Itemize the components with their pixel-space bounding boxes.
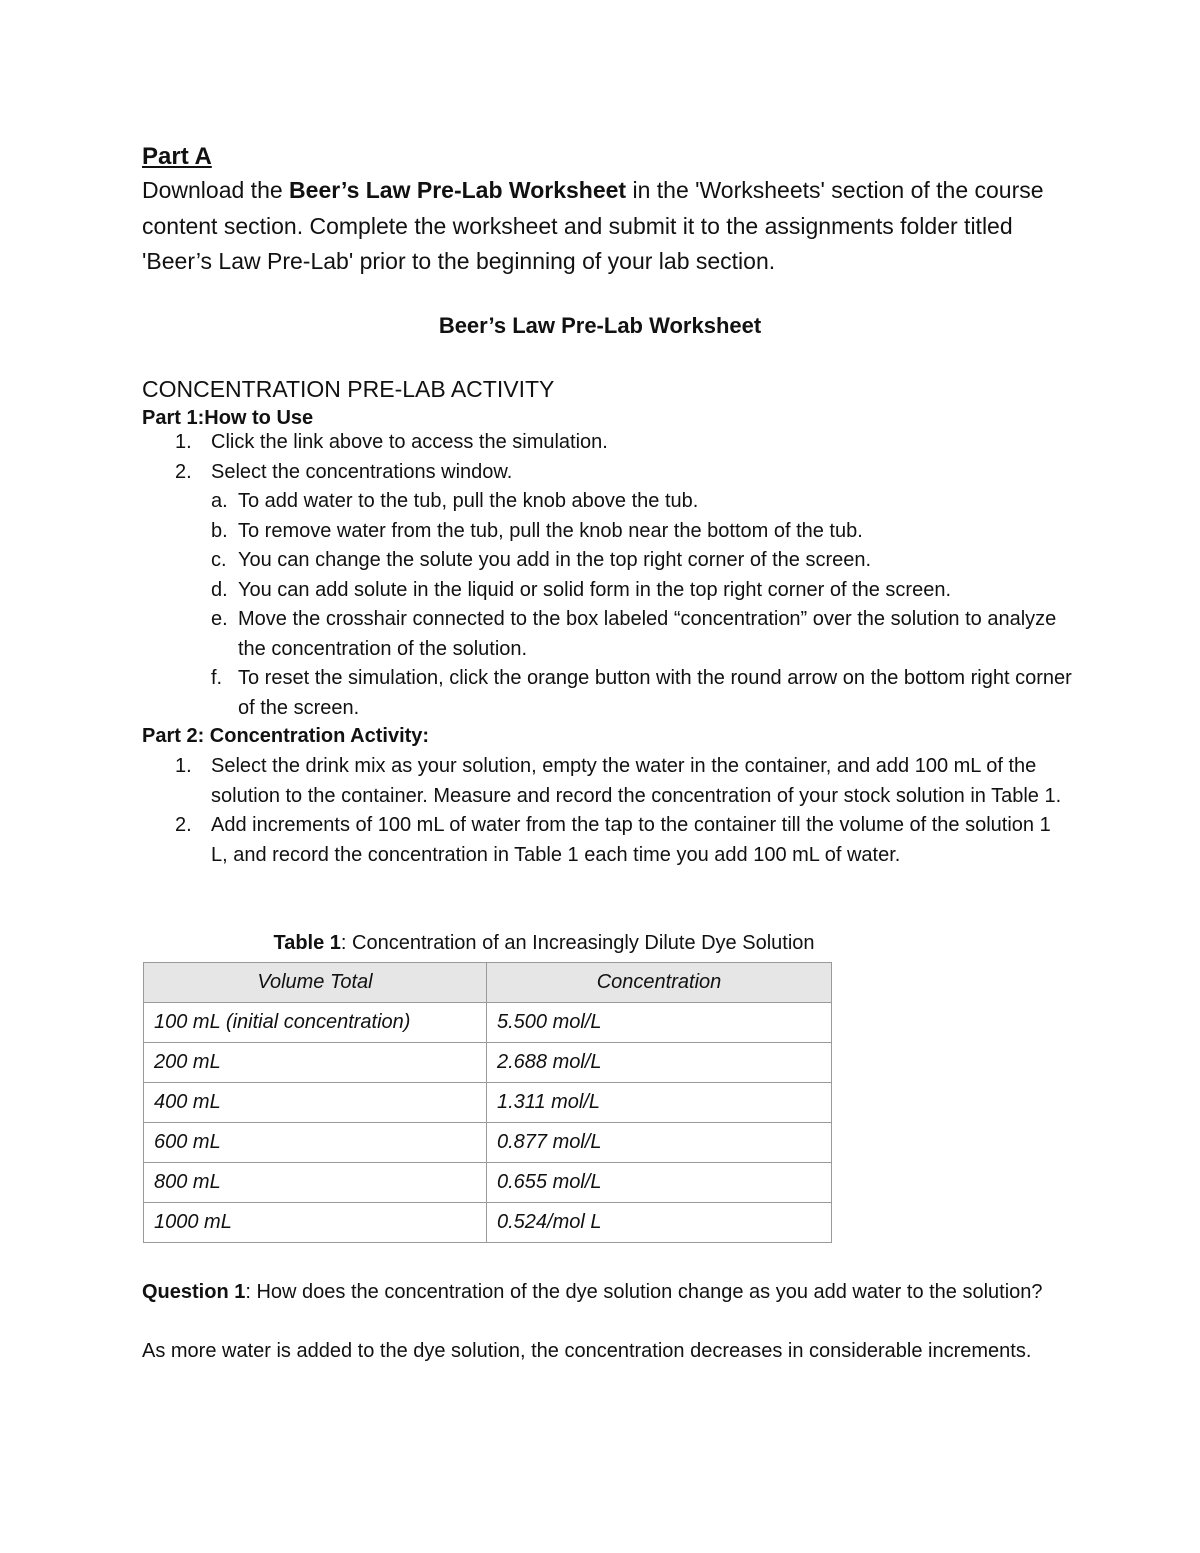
list-item-text: Select the concentrations window. <box>211 460 513 483</box>
list-item-text: Add increments of 100 mL of water from the tap to the container till the volume of the solution 1 L, and record the concentration in Table 1 each time you add 100 mL of water. <box>211 814 1051 866</box>
list-marker: 1. <box>175 431 192 453</box>
volume-cell: 100 mL (initial concentration) <box>144 1003 487 1043</box>
table-row <box>144 1043 832 1083</box>
volume-cell: 600 mL <box>144 1123 487 1163</box>
concentration-table <box>143 962 832 1243</box>
list-marker: 2. <box>175 460 192 483</box>
volume-cell: 400 mL <box>144 1083 487 1123</box>
concentration-cell: 0.524/mol L <box>487 1203 832 1243</box>
volume-cell: 1000 mL <box>144 1203 487 1243</box>
question-label: Question 1 <box>142 1281 246 1303</box>
sublist-item-text: You can add solute in the liquid or solid form in the top right corner of the screen. <box>238 578 952 601</box>
sublist-item <box>211 517 1072 547</box>
table-row <box>144 1083 832 1123</box>
volume-cell: 200 mL <box>144 1043 487 1083</box>
sublist-item <box>211 546 1072 576</box>
sublist-marker: f. <box>211 667 223 689</box>
sublist-item-text: To add water to the tub, pull the knob above the tub. <box>238 490 699 512</box>
list-item-text: Click the link above to access the simulation. <box>211 431 608 453</box>
sublist-marker: b. <box>211 519 228 542</box>
table-row <box>144 1123 832 1163</box>
column-header-concentration: Concentration <box>487 963 832 1003</box>
part-a-heading: Part A <box>142 143 212 170</box>
list-item <box>142 428 1072 458</box>
table-caption-label: Table 1 <box>273 932 341 954</box>
sublist-item <box>211 487 1072 517</box>
sublist-item <box>211 576 1072 606</box>
table-caption-text: : Concentration of an Increasingly Dilute Dye Solution <box>340 932 815 954</box>
concentration-cell: 1.311 mol/L <box>487 1083 832 1123</box>
part-a-text-end: in the 'Worksheets' section of the course content section. Complete the worksheet and submit it to the assignments folder titled 'Beer’s Law Pre-Lab' prior to the beginning of your lab section. <box>142 177 1044 274</box>
sublist-item-text: To reset the simulation, click the orange button with the round arrow on the bottom right corner of the screen. <box>238 667 1072 719</box>
sublist-marker: e. <box>211 608 228 630</box>
concentration-cell: 0.877 mol/L <box>487 1123 832 1163</box>
table-caption <box>0 928 1088 958</box>
sublist-item-text: To remove water from the tub, pull the knob near the bottom of the tub. <box>238 519 863 542</box>
worksheet-title: Beer’s Law Pre-Lab Worksheet <box>438 313 762 338</box>
sublist-marker: a. <box>211 490 228 512</box>
part-2-steps <box>142 752 1072 870</box>
sublist-item <box>211 605 1072 664</box>
concentration-cell: 2.688 mol/L <box>487 1043 832 1083</box>
sublist-marker: c. <box>211 549 227 571</box>
concentration-cell: 5.500 mol/L <box>487 1003 832 1043</box>
column-header-volume: Volume Total <box>144 963 487 1003</box>
list-item <box>142 811 1072 870</box>
part-1-substeps <box>211 487 1072 723</box>
sublist-item-text: Move the crosshair connected to the box labeled “concentration” over the solution to analyze the concentration of the solution. <box>238 608 1057 660</box>
sublist-item <box>211 664 1072 723</box>
list-marker: 1. <box>175 755 192 777</box>
question-text: : How does the concentration of the dye solution change as you add water to the solution? <box>245 1281 1043 1303</box>
activity-title: CONCENTRATION PRE-LAB ACTIVITY <box>142 376 555 402</box>
part-a-text-start: Download the <box>142 177 290 203</box>
answer-1: As more water is added to the dye solution, the concentration decreases in considerable increments. <box>142 1340 1032 1362</box>
volume-cell: 800 mL <box>144 1163 487 1203</box>
part-2-heading: Part 2: Concentration Activity: <box>142 725 430 747</box>
concentration-cell: 0.655 mol/L <box>487 1163 832 1203</box>
part-1-steps <box>142 428 1072 723</box>
worksheet-name-bold: Beer’s Law Pre-Lab Worksheet <box>289 177 627 203</box>
part-1-heading: Part 1:How to Use <box>142 407 314 429</box>
part-a-instructions <box>142 173 1072 280</box>
sublist-marker: d. <box>211 578 228 601</box>
list-item <box>142 752 1072 811</box>
table-row <box>144 1003 832 1043</box>
table-header-row <box>144 963 832 1003</box>
list-item-text: Select the drink mix as your solution, empty the water in the container, and add 100 mL of the solution to the container. Measure and record the concentration of your stock solution in Table 1. <box>211 755 1062 807</box>
sublist-item-text: You can change the solute you add in the top right corner of the screen. <box>238 549 872 571</box>
list-item <box>142 458 1072 724</box>
table-row <box>144 1163 832 1203</box>
question-1 <box>142 1278 1107 1308</box>
table-row <box>144 1203 832 1243</box>
list-marker: 2. <box>175 814 192 836</box>
